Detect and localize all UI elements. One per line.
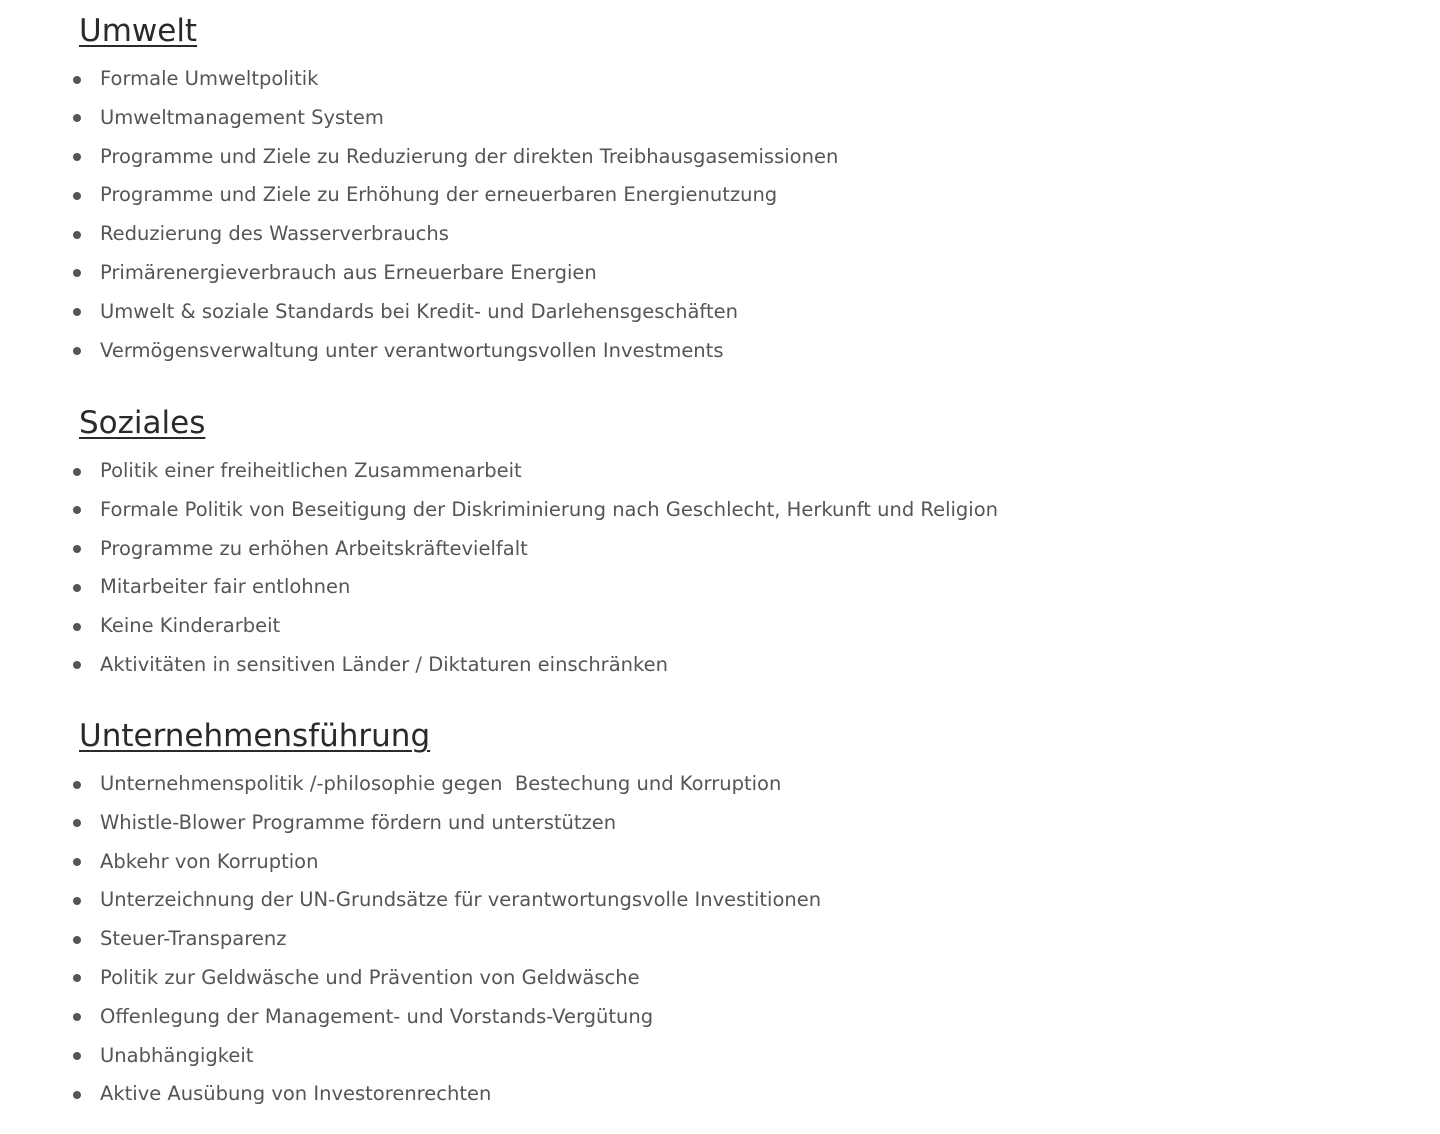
section-title-soziales: Soziales bbox=[79, 405, 206, 441]
list-item-text: Aktive Ausübung von Investorenrechten bbox=[100, 1082, 492, 1106]
list-item bbox=[79, 959, 1379, 998]
list-item-text: Politik einer freiheitlichen Zusammenarbeit bbox=[100, 459, 522, 482]
bullet-icon bbox=[73, 974, 81, 982]
bullet-icon bbox=[73, 584, 81, 592]
list-item bbox=[79, 843, 1379, 882]
list-item-text: Keine Kinderarbeit bbox=[100, 614, 281, 638]
bullet-icon bbox=[73, 545, 81, 553]
unternehmensfuehrung-list bbox=[79, 765, 1379, 1114]
list-item bbox=[79, 254, 1379, 293]
list-item bbox=[79, 530, 1379, 569]
list-item bbox=[79, 215, 1379, 254]
list-item bbox=[79, 804, 1379, 843]
bullet-icon bbox=[73, 1091, 81, 1099]
bullet-icon bbox=[73, 506, 81, 514]
list-item-text: Unternehmenspolitik /-philosophie gegen Bestechung und Korruption bbox=[100, 772, 782, 795]
list-item-text: Umweltmanagement System bbox=[100, 105, 384, 129]
bullet-icon bbox=[73, 468, 81, 476]
list-item-text: Programme zu erhöhen Arbeitskräftevielfalt bbox=[100, 536, 528, 560]
bullet-icon bbox=[73, 192, 81, 200]
list-item-text: Abkehr von Korruption bbox=[100, 849, 319, 873]
bullet-icon bbox=[73, 153, 81, 161]
list-item bbox=[79, 568, 1379, 607]
list-item-text: Mitarbeiter fair entlohnen bbox=[100, 575, 351, 599]
list-item-text: Vermögensverwaltung unter verantwortungsvollen Investments bbox=[100, 338, 724, 362]
list-item-text: Whistle-Blower Programme fördern und unterstützen bbox=[100, 810, 617, 834]
list-item bbox=[79, 60, 1379, 99]
section-title-umwelt: Umwelt bbox=[79, 13, 198, 49]
list-item bbox=[79, 1037, 1379, 1076]
list-item-text: Reduzierung des Wasserverbrauchs bbox=[100, 222, 449, 246]
bullet-icon bbox=[73, 936, 81, 944]
list-item bbox=[79, 1075, 1379, 1114]
bullet-icon bbox=[73, 897, 81, 905]
list-item-text: Steuer-Transparenz bbox=[100, 927, 287, 951]
list-item bbox=[79, 99, 1379, 138]
bullet-icon bbox=[73, 269, 81, 277]
bullet-icon bbox=[73, 308, 81, 316]
list-item-text: Politik zur Geldwäsche und Prävention von Geldwäsche bbox=[100, 965, 640, 989]
bullet-icon bbox=[73, 347, 81, 355]
list-item-text: Unabhängigkeit bbox=[100, 1043, 254, 1067]
list-item-text: Aktivitäten in sensitiven Länder / Diktaturen einschränken bbox=[100, 652, 668, 676]
section-unternehmensfuehrung bbox=[79, 718, 1379, 1114]
list-item bbox=[79, 607, 1379, 646]
umwelt-list bbox=[79, 60, 1379, 370]
list-item bbox=[79, 765, 1379, 804]
bullet-icon bbox=[73, 819, 81, 827]
list-item bbox=[79, 646, 1379, 685]
list-item-text: Umwelt & soziale Standards bei Kredit- und Darlehensgeschäften bbox=[100, 299, 738, 323]
bullet-icon bbox=[73, 76, 81, 84]
bullet-icon bbox=[73, 1052, 81, 1060]
section-soziales bbox=[79, 405, 1379, 685]
bullet-icon bbox=[73, 858, 81, 866]
list-item bbox=[79, 998, 1379, 1037]
soziales-list bbox=[79, 452, 1379, 685]
list-item bbox=[79, 293, 1379, 332]
list-item-text: Formale Umweltpolitik bbox=[100, 67, 319, 90]
list-item bbox=[79, 452, 1379, 491]
list-item bbox=[79, 920, 1379, 959]
list-item-text: Formale Politik von Beseitigung der Diskriminierung nach Geschlecht, Herkunft und Religion bbox=[100, 497, 998, 521]
bullet-icon bbox=[73, 623, 81, 631]
bullet-icon bbox=[73, 1013, 81, 1021]
list-item bbox=[79, 881, 1379, 920]
bullet-icon bbox=[73, 114, 81, 122]
list-item-text: Programme und Ziele zu Erhöhung der erneuerbaren Energienutzung bbox=[100, 183, 778, 207]
list-item bbox=[79, 176, 1379, 215]
list-item-text: Offenlegung der Management- und Vorstands-Vergütung bbox=[100, 1004, 654, 1028]
list-item-text: Primärenergieverbrauch aus Erneuerbare Energien bbox=[100, 260, 597, 284]
bullet-icon bbox=[73, 661, 81, 669]
list-item bbox=[79, 332, 1379, 371]
bullet-icon bbox=[73, 231, 81, 239]
bullet-icon bbox=[73, 781, 81, 789]
list-item bbox=[79, 491, 1379, 530]
section-umwelt bbox=[79, 13, 1379, 370]
section-title-unternehmensfuehrung: Unternehmensführung bbox=[79, 718, 431, 754]
list-item-text: Programme und Ziele zu Reduzierung der direkten Treibhausgasemissionen bbox=[100, 144, 839, 168]
list-item bbox=[79, 138, 1379, 177]
list-item-text: Unterzeichnung der UN-Grundsätze für verantwortungsvolle Investitionen bbox=[100, 888, 822, 912]
